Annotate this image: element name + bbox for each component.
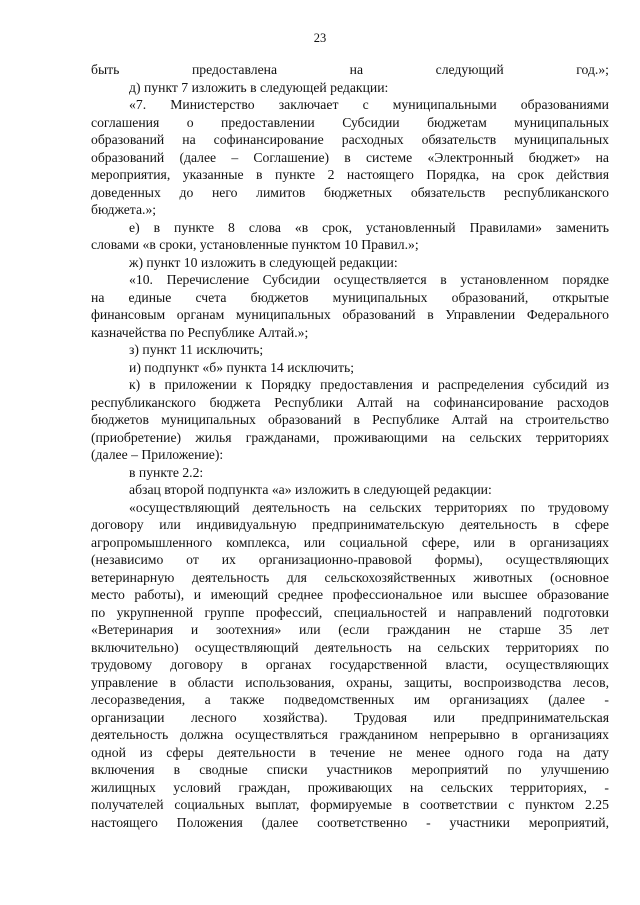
- text-line: мероприятия, указанные в пункте 2 настоящего Порядка, на срок действия: [91, 167, 609, 182]
- text-line: агропромышленного комплекса, или социальной сфере, или в организациях: [91, 534, 609, 550]
- text-line: включительно) осуществляющий деятельность на сельских территориях по: [91, 639, 609, 655]
- page-number: 23: [313, 31, 327, 45]
- text-line: управление в области использования, охраны, защиты, воспроизводства лесов,: [91, 674, 609, 690]
- text-line: доведенных до него лимитов бюджетных обязательств республиканского: [91, 184, 609, 200]
- text-line: (приобретение) жилья гражданами, проживающими на сельских территориях: [91, 429, 609, 445]
- text-line: на единые счета бюджетов муниципальных образований, открытые: [91, 289, 609, 305]
- text-line: лесоразведения, а также подведомственных им организациях (далее -: [91, 692, 609, 707]
- text-line: к) в приложении к Порядку предоставления и распределения субсидий из: [129, 377, 609, 392]
- text-line: бюджета.»;: [91, 202, 157, 217]
- text-line: соглашения о предоставлении Субсидии бюджетам муниципальных: [91, 114, 609, 130]
- text-line: абзац второй подпункта «а» изложить в следующей редакции:: [129, 482, 492, 497]
- text-line: «7. Министерство заключает с муниципальными образованиями: [129, 97, 609, 112]
- text-line: образований на софинансирование расходных обязательств муниципальных: [91, 132, 609, 147]
- text-line: в пункте 2.2:: [129, 464, 204, 480]
- text-line: казначейства по Республике Алтай.»;: [91, 324, 309, 340]
- text-line: жилищных условий граждан, проживающих на сельских территориях, -: [91, 779, 609, 795]
- text-line: ветеринарную деятельность для сельскохозяйственных животных (основное: [91, 569, 609, 585]
- text-line: «Ветеринария и зоотехния» или (если гражданин не старше 35 лет: [91, 622, 609, 637]
- text-line: ж) пункт 10 изложить в следующей редакции:: [129, 254, 398, 270]
- text-line: и) подпункт «б» пункта 14 исключить;: [129, 359, 355, 375]
- text-line: настоящего Положения (далее соответственно - участники мероприятий,: [91, 814, 609, 830]
- text-line: (независимо от их организационно-правовой формы), осуществляющих: [91, 552, 609, 567]
- text-line: получателей социальных выплат, формируемые в соответствии с пунктом 2.25: [91, 797, 609, 812]
- text-line: трудовому договору в органах государственной власти, осуществляющих: [91, 657, 609, 672]
- text-line: деятельность должна осуществляться гражданином непрерывно в организациях: [91, 727, 609, 742]
- text-line: «осуществляющий деятельность на сельских территориях по трудовому: [129, 499, 609, 515]
- text-line: включения в сводные списки участников мероприятий по улучшению: [91, 762, 609, 777]
- text-line: организации лесного хозяйства). Трудовая или предпринимательская: [91, 709, 609, 725]
- text-line: е) в пункте 8 слова «в срок, установленный Правилами» заменить: [129, 219, 609, 235]
- text-line: быть предоставлена на следующий год.»;: [91, 62, 609, 77]
- text-line: д) пункт 7 изложить в следующей редакции:: [129, 79, 389, 95]
- text-line: бюджетов муниципальных образований в Республике Алтай на строительство: [91, 412, 609, 427]
- text-line: республиканского бюджета Республики Алтай на софинансирование расходов: [91, 394, 609, 410]
- text-line: (далее – Приложение):: [91, 447, 224, 462]
- text-line: договору или индивидуальную предпринимательскую деятельность в сфере: [91, 517, 609, 532]
- text-line: словами «в сроки, установленные пунктом 10 Правил.»;: [91, 237, 419, 252]
- text-line: по укрупненной группе профессий, специальностей и направлений подготовки: [91, 604, 609, 620]
- text-line: одной из сферы деятельности в течение не менее одного года на дату: [91, 744, 609, 760]
- document-body: [91, 61, 609, 831]
- text-line: место работы), и имеющий среднее профессиональное или высшее образование: [91, 587, 609, 602]
- text-line: «10. Перечисление Субсидии осуществляется в установленном порядке: [129, 272, 609, 287]
- text-line: образований (далее – Соглашение) в системе «Электронный бюджет» на: [91, 149, 609, 165]
- text-line: з) пункт 11 исключить;: [129, 342, 264, 357]
- text-line: финансовым органам муниципальных образований в Управлении Федерального: [91, 307, 609, 322]
